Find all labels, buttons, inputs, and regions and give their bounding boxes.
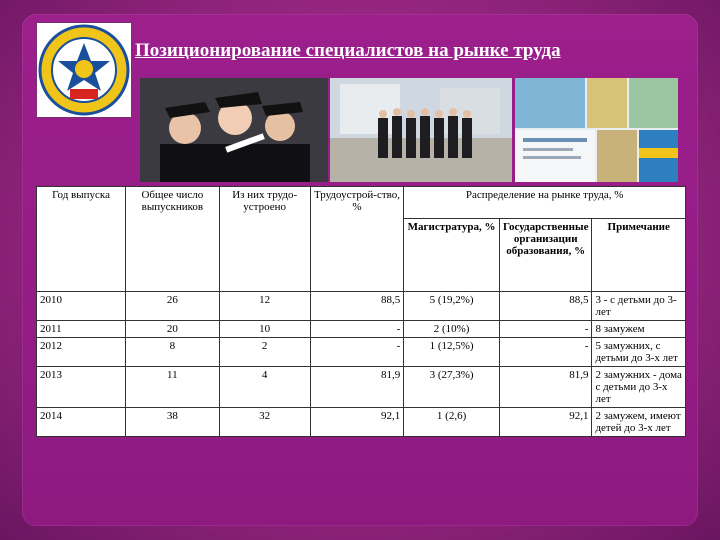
cell-total: 38 [126,408,219,437]
emblem-icon [37,23,131,117]
graduates-photo [140,78,328,182]
cell-total: 8 [126,338,219,367]
cell-pct: 92,1 [310,408,404,437]
header-distribution: Распределение на рынке труда, % [404,187,686,219]
page-title: Позиционирование специалистов на рынке труда [135,40,561,61]
header-note: Примечание [592,219,686,292]
cell-magistracy: 5 (19,2%) [404,292,500,321]
cell-pct: - [310,338,404,367]
cell-state: 81,9 [499,367,592,408]
cell-total: 26 [126,292,219,321]
cell-employed: 4 [219,367,310,408]
cell-note: 5 замужних, с детьми до 3-х лет [592,338,686,367]
cell-magistracy: 1 (2,6) [404,408,500,437]
header-state-org: Государственные организации образования, % [499,219,592,292]
table-row [37,408,686,437]
cell-state: 88,5 [499,292,592,321]
cell-note: 8 замужем [592,321,686,338]
table-row [37,367,686,408]
cell-employed: 12 [219,292,310,321]
cell-magistracy: 3 (27,3%) [404,367,500,408]
header-magistracy: Магистратура, % [404,219,500,292]
cell-year: 2011 [37,321,126,338]
cell-year: 2014 [37,408,126,437]
employment-table [36,186,686,437]
cell-pct: 81,9 [310,367,404,408]
header-year: Год выпуска [37,187,126,292]
cell-state: - [499,338,592,367]
cell-note: 2 замужем, имеют детей до 3-х лет [592,408,686,437]
header-employment-pct: Трудоустрой-ство, % [310,187,404,292]
table-row [37,321,686,338]
group-photo [330,78,512,182]
collage-photo [515,78,678,182]
cell-magistracy: 2 (10%) [404,321,500,338]
header-total: Общее число выпускников [126,187,219,292]
cell-total: 11 [126,367,219,408]
cell-year: 2012 [37,338,126,367]
cell-note: 2 замужних - дома с детьми до 3-х лет [592,367,686,408]
cell-employed: 2 [219,338,310,367]
cell-employed: 32 [219,408,310,437]
cell-state: 92,1 [499,408,592,437]
table-header-row [37,187,686,219]
cell-state: - [499,321,592,338]
cell-note: 3 - с детьми до 3-лет [592,292,686,321]
cell-year: 2010 [37,292,126,321]
table-row [37,338,686,367]
cell-total: 20 [126,321,219,338]
cell-pct: - [310,321,404,338]
header-employed: Из них трудо-устроено [219,187,310,292]
university-logo [36,22,132,118]
cell-year: 2013 [37,367,126,408]
cell-magistracy: 1 (12,5%) [404,338,500,367]
table-row [37,292,686,321]
cell-employed: 10 [219,321,310,338]
cell-pct: 88,5 [310,292,404,321]
